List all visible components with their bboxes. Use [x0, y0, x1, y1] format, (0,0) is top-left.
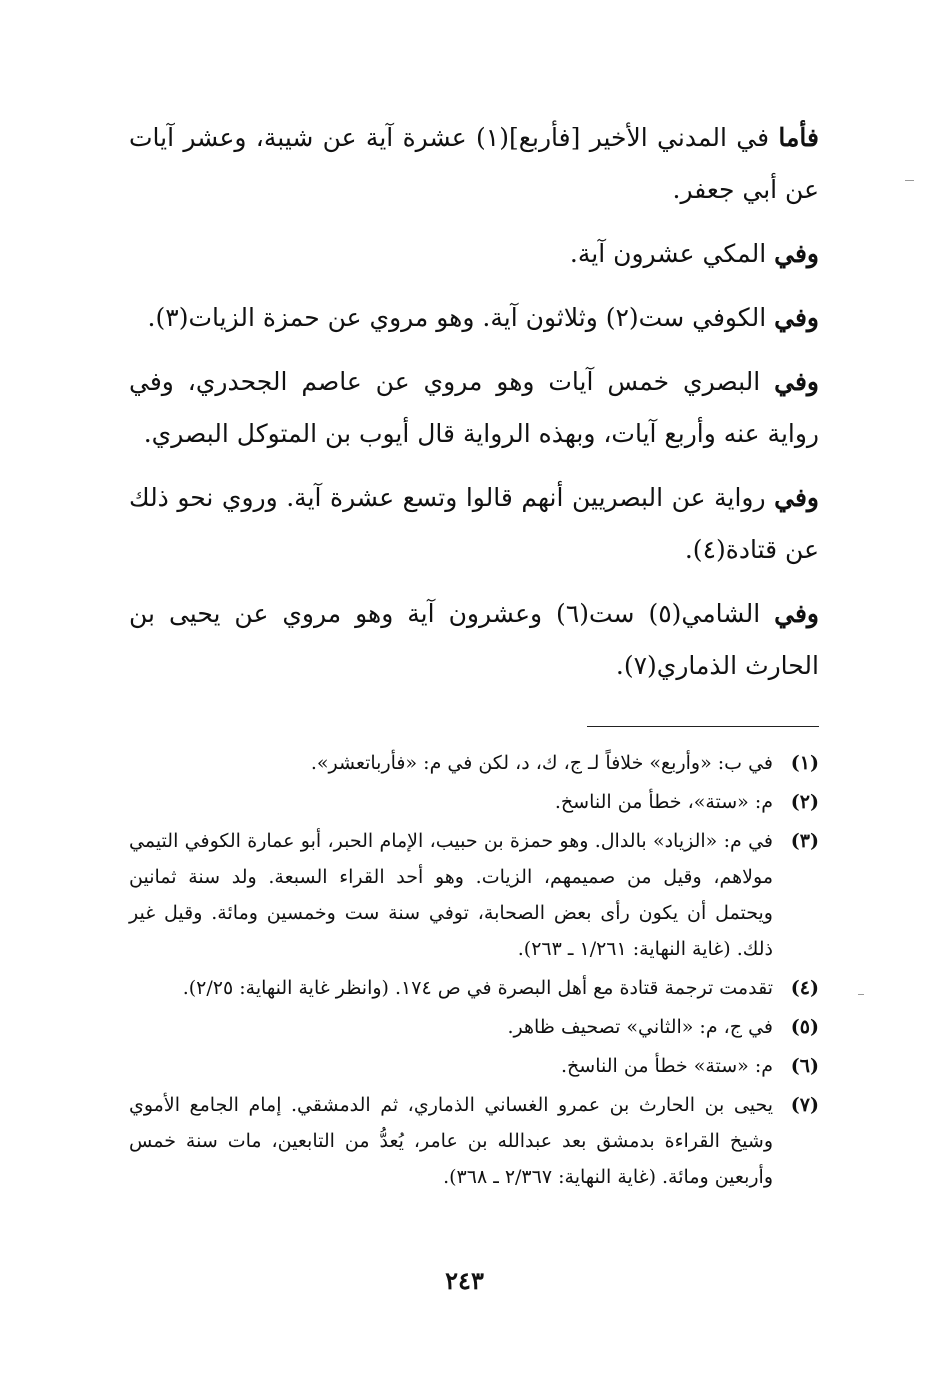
footnote-number: (٤) — [790, 977, 819, 999]
paragraph-lead: وفي — [774, 367, 819, 396]
paragraph-1 — [129, 112, 819, 216]
footnote-number: (٦) — [790, 1055, 819, 1077]
paragraph-3 — [129, 292, 819, 344]
page-number: ٢٤٣ — [445, 1266, 484, 1295]
paragraph-lead: وفي — [774, 239, 819, 268]
paragraph-lead: فأما — [778, 123, 819, 152]
footnote-text: م: «ستة» خطأ من الناسخ. — [561, 1055, 773, 1077]
footnote-number: (٥) — [790, 1016, 819, 1038]
paragraph-5 — [129, 472, 819, 576]
paragraph-4 — [129, 356, 819, 460]
footnote-number: (٢) — [790, 791, 819, 813]
footnote-1 — [129, 745, 819, 781]
paragraph-text: البصري خمس آيات وهو مروي عن عاصم الجحدري، وفي رواية عنه وأربع آيات، وبهذه الرواية قال أيوب بن المتوكل البصري. — [129, 367, 819, 448]
main-text — [129, 112, 819, 704]
paragraph-6 — [129, 588, 819, 692]
paragraph-lead: وفي — [774, 599, 819, 628]
footnote-number: (٧) — [790, 1094, 819, 1116]
footnote-text: م: «ستة»، خطأ من الناسخ. — [554, 791, 773, 813]
footnote-6 — [129, 1048, 819, 1084]
footnote-7 — [129, 1087, 819, 1195]
footnote-5 — [129, 1009, 819, 1045]
paragraph-lead: وفي — [774, 483, 819, 512]
scan-mark — [905, 180, 914, 181]
paragraph-text: رواية عن البصريين أنهم قالوا وتسع عشرة آية. وروي نحو ذلك عن قتادة(٤). — [129, 483, 819, 564]
footnotes — [129, 745, 819, 1198]
footnote-4 — [129, 970, 819, 1006]
footnote-text: تقدمت ترجمة قتادة مع أهل البصرة في ص ١٧٤. (وانظر غاية النهاية: ٢/٢٥). — [182, 977, 773, 999]
paragraph-2 — [129, 228, 819, 280]
footnote-text: في ج، م: «الثاني» تصحيف ظاهر. — [507, 1016, 773, 1038]
paragraph-lead: وفي — [774, 303, 819, 332]
footnote-text: في م: «الزياد» بالدال. وهو حمزة بن حبيب، الإمام الحبر، أبو عمارة الكوفي التيمي مولاهم، وقيل من صميمهم، الزيات. وهو أحد القراء السبعة. ولد سنة ثمانين ويحتمل أن يكون رأى بعض الصحابة، توفي سنة ست وخمسين ومائة. وقيل غير ذلك. (غاية النهاية: ١/٢٦١ ـ ٢٦٣). — [129, 830, 773, 960]
footnote-separator — [587, 726, 819, 727]
footnote-3 — [129, 823, 819, 967]
paragraph-text: الشامي(٥) ست(٦) وعشرون آية وهو مروي عن يحيى بن الحارث الذماري(٧). — [129, 599, 819, 680]
footnote-text: في ب: «وأربع» خلافاً لـ ج، ك، د، لكن في م: «فأرباتعشر». — [310, 752, 773, 774]
footnote-number: (١) — [790, 752, 819, 774]
paragraph-text: في المدني الأخير [فأربع](١) عشرة آية عن شيبة، وعشر آيات عن أبي جعفر. — [129, 123, 819, 204]
paragraph-text: المكي عشرون آية. — [569, 239, 775, 268]
footnote-text: يحيى بن الحارث بن عمرو الغساني الذماري، ثم الدمشقي. إمام الجامع الأموي وشيخ القراءة بدمشق بعد عبدالله بن عامر، يُعدُّ من التابعين، مات سنة خمس وأربعين ومائة. (غاية النهاية: ٢/٣٦٧ ـ ٣٦٨). — [129, 1094, 773, 1188]
footnote-number: (٣) — [790, 830, 819, 852]
scan-mark — [858, 994, 864, 995]
paragraph-text: الكوفي ست(٢) وثلاثون آية. وهو مروي عن حمزة الزيات(٣). — [147, 303, 775, 332]
footnote-2 — [129, 784, 819, 820]
